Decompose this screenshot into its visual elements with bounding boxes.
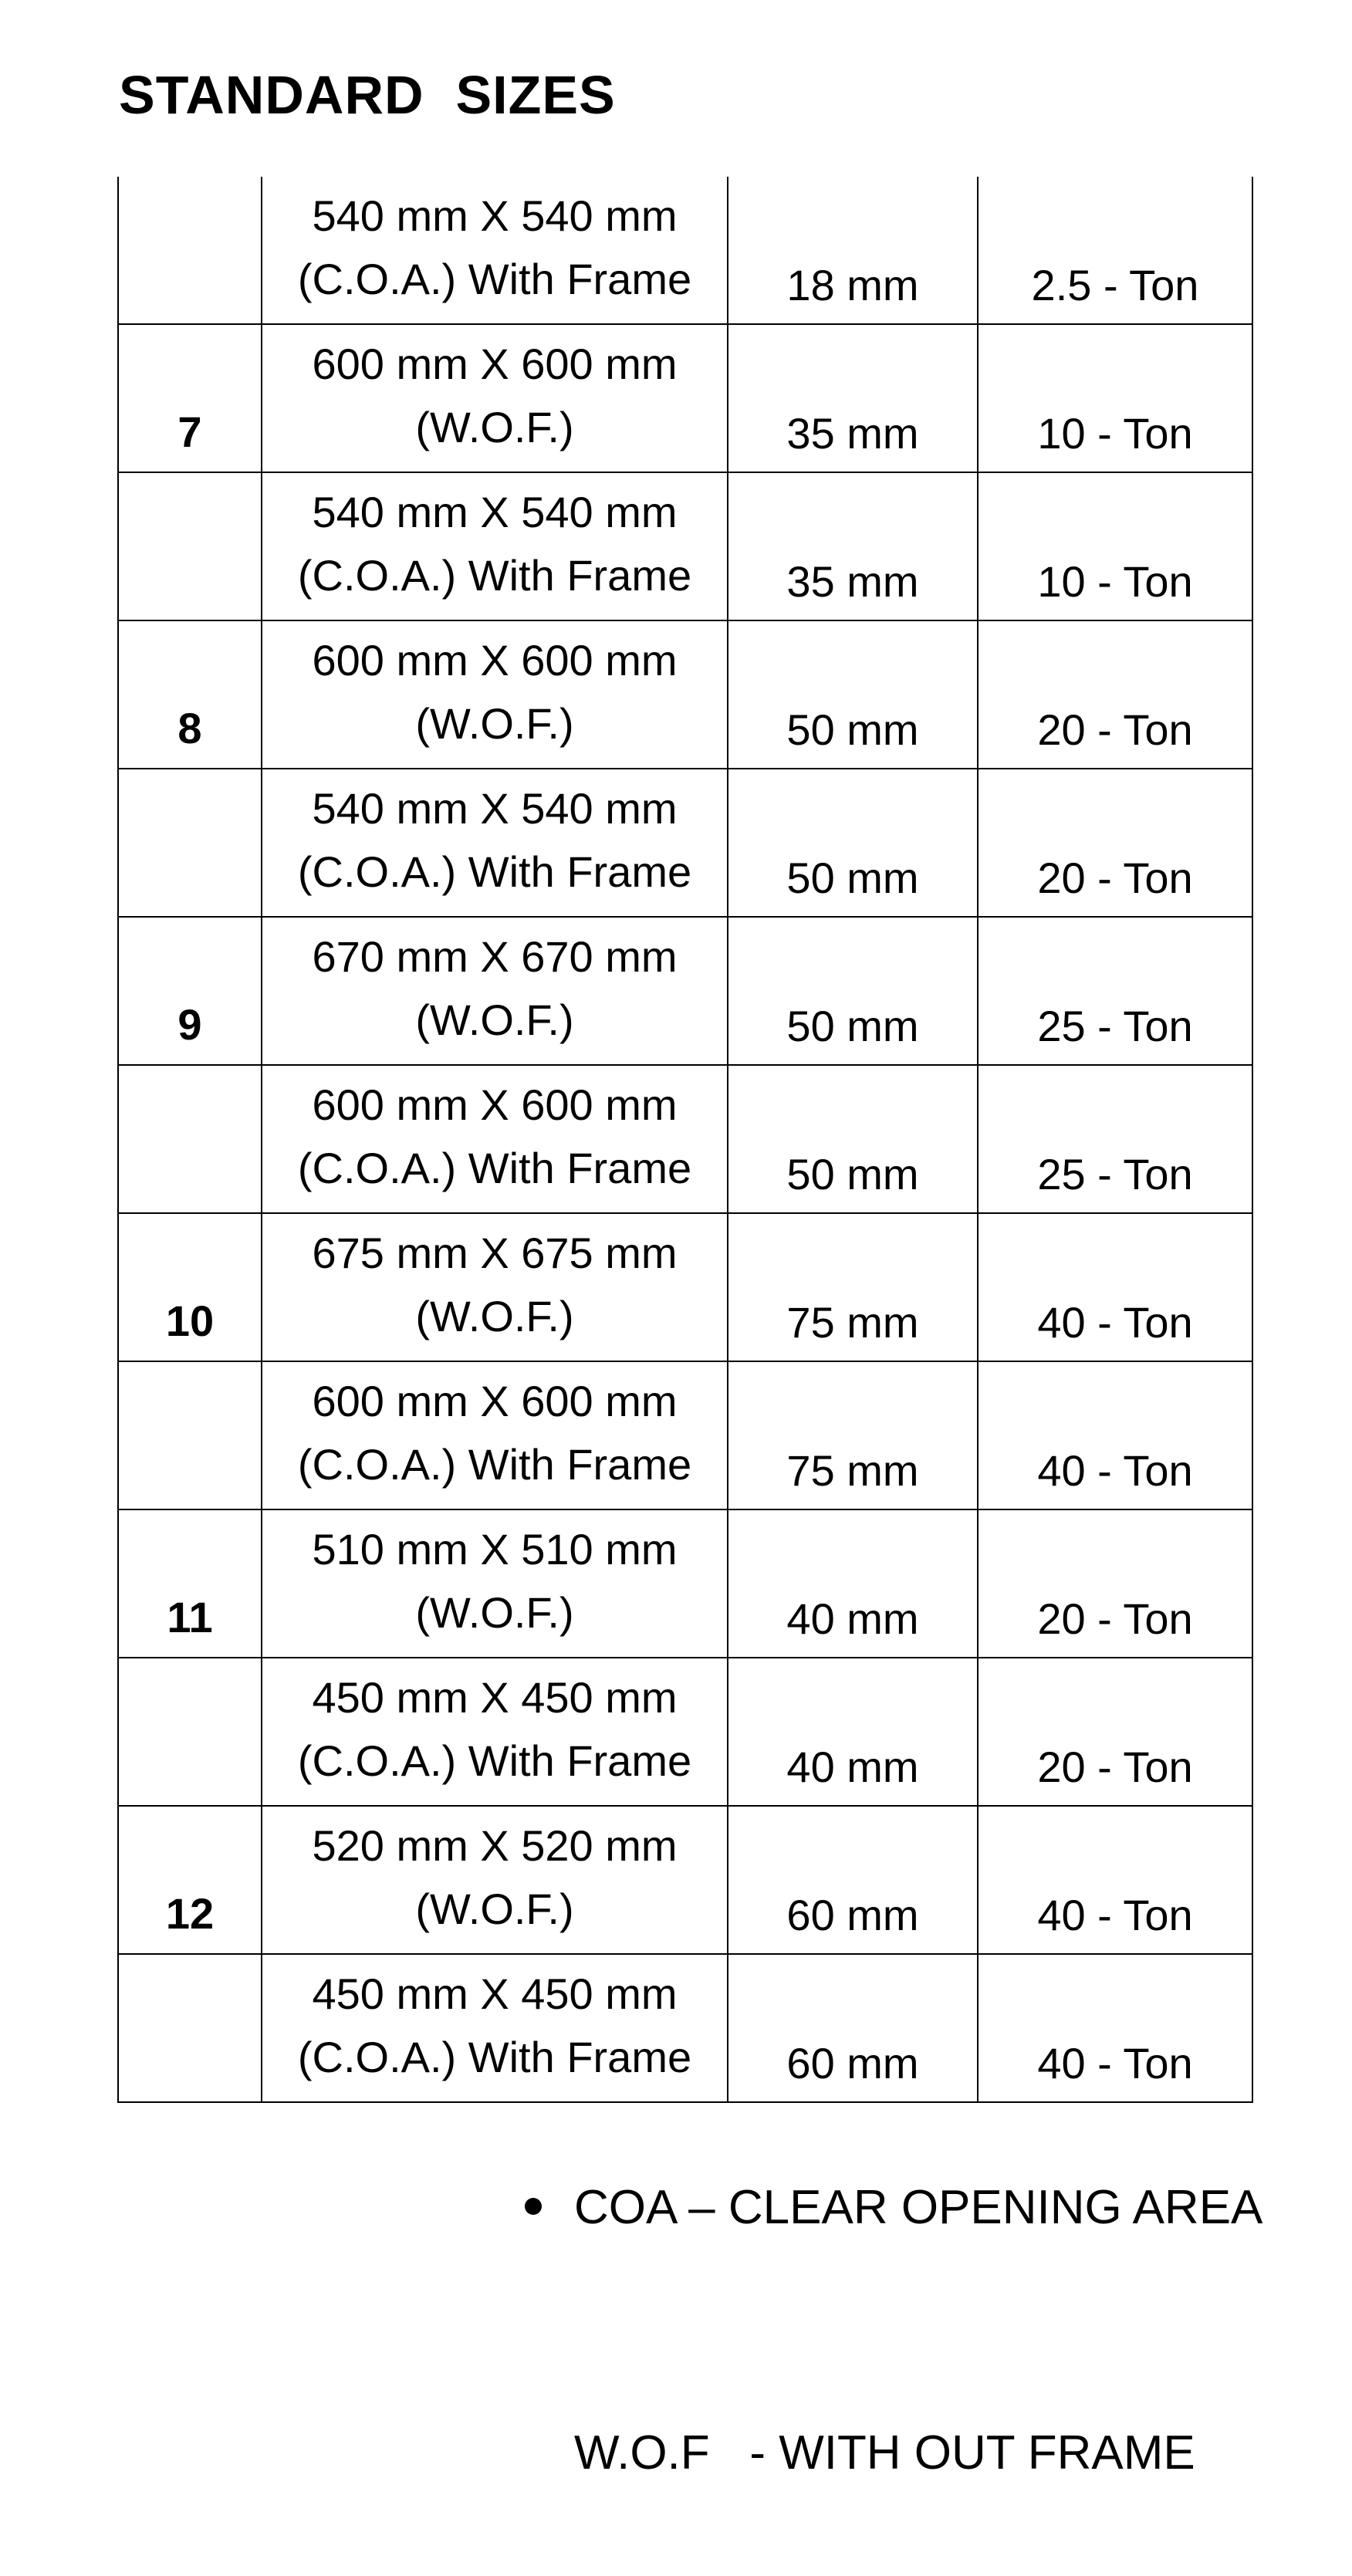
thickness-cell: 35 mm <box>728 472 978 620</box>
load-capacity-cell: 40 - Ton <box>978 1954 1252 2102</box>
size-type: (W.O.F.) <box>415 1292 574 1340</box>
table-body <box>118 177 1252 2102</box>
size-dimensions: 520 mm X 520 mm <box>312 1821 678 1870</box>
size-cell <box>262 769 728 917</box>
table-row <box>118 917 1252 1065</box>
load-capacity-cell: 20 - Ton <box>978 1509 1252 1658</box>
thickness-cell: 75 mm <box>728 1213 978 1361</box>
thickness-cell: 50 mm <box>728 620 978 769</box>
thickness-cell: 75 mm <box>728 1361 978 1509</box>
table-row <box>118 472 1252 620</box>
table-row <box>118 1065 1252 1213</box>
note-coa-text: COA – CLEAR OPENING AREA <box>574 2181 1263 2234</box>
size-cell <box>262 1361 728 1509</box>
note-coa <box>525 2167 1262 2249</box>
item-number-cell <box>118 177 262 324</box>
size-cell <box>262 177 728 324</box>
size-type: (W.O.F.) <box>415 1588 574 1637</box>
table-row <box>118 177 1252 324</box>
size-cell <box>262 1065 728 1213</box>
size-dimensions: 670 mm X 670 mm <box>312 932 678 981</box>
size-dimensions: 510 mm X 510 mm <box>312 1525 678 1574</box>
table-row <box>118 769 1252 917</box>
table-row <box>118 620 1252 769</box>
size-cell <box>262 620 728 769</box>
item-number-cell <box>118 1361 262 1509</box>
size-dimensions: 450 mm X 450 mm <box>312 1969 678 2018</box>
size-type: (C.O.A.) With Frame <box>297 1144 692 1192</box>
size-cell <box>262 917 728 1065</box>
load-capacity-cell: 40 - Ton <box>978 1361 1252 1509</box>
size-dimensions: 600 mm X 600 mm <box>312 636 678 685</box>
item-number-cell <box>118 472 262 620</box>
size-dimensions: 600 mm X 600 mm <box>312 1377 678 1425</box>
table-row <box>118 1509 1252 1658</box>
size-type: (C.O.A.) With Frame <box>297 255 692 303</box>
thickness-cell: 60 mm <box>728 1806 978 1954</box>
page-title: STANDARD SIZES <box>119 65 616 125</box>
load-capacity-cell: 20 - Ton <box>978 1658 1252 1806</box>
item-number-cell: 12 <box>118 1806 262 1954</box>
item-number-cell: 10 <box>118 1213 262 1361</box>
thickness-cell: 60 mm <box>728 1954 978 2102</box>
item-number-cell: 9 <box>118 917 262 1065</box>
table-row <box>118 1806 1252 1954</box>
item-number-cell <box>118 769 262 917</box>
size-dimensions: 600 mm X 600 mm <box>312 1080 678 1129</box>
size-type: (C.O.A.) With Frame <box>297 1736 692 1785</box>
load-capacity-cell: 20 - Ton <box>978 769 1252 917</box>
size-cell <box>262 1658 728 1806</box>
item-number-cell <box>118 1658 262 1806</box>
load-capacity-cell: 20 - Ton <box>978 620 1252 769</box>
load-capacity-cell: 10 - Ton <box>978 324 1252 472</box>
abbreviation-notes <box>525 2003 1262 2576</box>
load-capacity-cell: 25 - Ton <box>978 1065 1252 1213</box>
size-cell <box>262 472 728 620</box>
table-row <box>118 324 1252 472</box>
note-wof-text: W.O.F - WITH OUT FRAME <box>574 2426 1195 2480</box>
thickness-cell: 18 mm <box>728 177 978 324</box>
thickness-cell: 40 mm <box>728 1509 978 1658</box>
size-type: (W.O.F.) <box>415 403 574 451</box>
size-dimensions: 540 mm X 540 mm <box>312 191 678 240</box>
thickness-cell: 35 mm <box>728 324 978 472</box>
table-row <box>118 1213 1252 1361</box>
size-type: (W.O.F.) <box>415 996 574 1044</box>
size-dimensions: 450 mm X 450 mm <box>312 1673 678 1722</box>
size-type: (C.O.A.) With Frame <box>297 551 692 600</box>
size-dimensions: 540 mm X 540 mm <box>312 488 678 536</box>
load-capacity-cell: 10 - Ton <box>978 472 1252 620</box>
size-cell <box>262 324 728 472</box>
item-number-cell <box>118 1065 262 1213</box>
load-capacity-cell: 2.5 - Ton <box>978 177 1252 324</box>
thickness-cell: 50 mm <box>728 769 978 917</box>
size-type: (W.O.F.) <box>415 1885 574 1933</box>
item-number-cell: 11 <box>118 1509 262 1658</box>
size-type: (C.O.A.) With Frame <box>297 2033 692 2081</box>
load-capacity-cell: 40 - Ton <box>978 1806 1252 1954</box>
size-cell <box>262 1806 728 1954</box>
size-dimensions: 540 mm X 540 mm <box>312 784 678 833</box>
note-wof <box>525 2412 1262 2494</box>
load-capacity-cell: 40 - Ton <box>978 1213 1252 1361</box>
size-cell <box>262 1213 728 1361</box>
thickness-cell: 50 mm <box>728 917 978 1065</box>
thickness-cell: 50 mm <box>728 1065 978 1213</box>
item-number-cell <box>118 1954 262 2102</box>
size-dimensions: 600 mm X 600 mm <box>312 340 678 388</box>
table-row <box>118 1361 1252 1509</box>
item-number-cell: 8 <box>118 620 262 769</box>
table-row <box>118 1658 1252 1806</box>
size-type: (C.O.A.) With Frame <box>297 1440 692 1489</box>
item-number-cell: 7 <box>118 324 262 472</box>
size-dimensions: 675 mm X 675 mm <box>312 1229 678 1277</box>
thickness-cell: 40 mm <box>728 1658 978 1806</box>
size-cell <box>262 1509 728 1658</box>
size-type: (C.O.A.) With Frame <box>297 847 692 896</box>
bullet-icon <box>525 2198 542 2215</box>
size-type: (W.O.F.) <box>415 699 574 748</box>
standard-sizes-table <box>117 177 1253 2103</box>
load-capacity-cell: 25 - Ton <box>978 917 1252 1065</box>
